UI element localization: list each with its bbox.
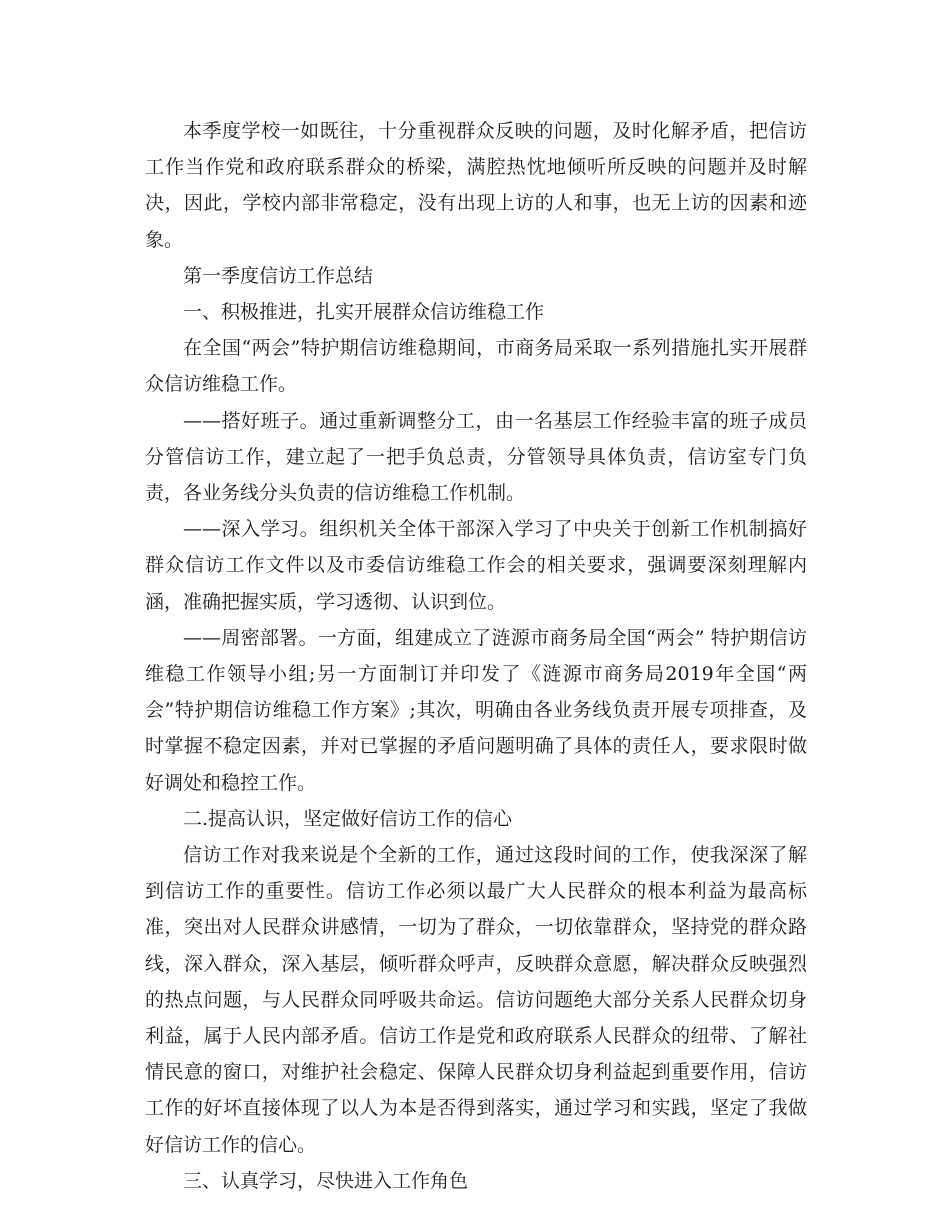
section-heading-3: 三、认真学习，尽快进入工作角色 — [183, 1169, 469, 1192]
section-heading-1: 一、积极推进，扎实开展群众信访维稳工作 — [183, 301, 545, 324]
paragraph-deploy: ——周密部署。一方面，组建成立了涟源市商务局全国“两会” 特护期信访维稳工作领导小组;另一方面制订并印发了《涟源市商务局2019年全国“两会”特护期信访维稳工作方案》;其次，明确由各业务线负责开展专项排查，及时掌握不稳定因素，并对已掌握的矛盾问题明确了具体的责任人，要求限时做好调处和稳控工作。 — [145, 626, 807, 794]
paragraph-section-1-intro: 在全国“两会”特护期信访维稳期间，市商务局采取一系列措施扎实开展群众信访维稳工作。 — [145, 337, 807, 396]
document-body — [145, 113, 807, 1199]
paragraph-study: ——深入学习。组织机关全体干部深入学习了中央关于创新工作机制搞好群众信访工作文件以及市委信访维稳工作会的相关要求，强调要深刻理解内涵，准确把握实质，学习透彻、认识到位。 — [145, 518, 807, 613]
paragraph-awareness: 信访工作对我来说是个全新的工作，通过这段时间的工作，使我深深了解到信访工作的重要性。信访工作必须以最广大人民群众的根本利益为最高标准，突出对人民群众讲感情，一切为了群众，一切依靠群众，坚持党的群众路线，深入群众，深入基层，倾听群众呼声，反映群众意愿，解决群众反映强烈的热点问题，与人民群众同呼吸共命运。信访问题绝大部分关系人民群众切身利益，属于人民内部矛盾。信访工作是党和政府联系人民群众的纽带、了解社情民意的窗口，对维护社会稳定、保障人民群众切身利益起到重要作用，信访工作的好坏直接体现了以人为本是否得到落实，通过学习和实践，坚定了我做好信访工作的信心。 — [145, 844, 807, 1156]
paragraph-team: ——搭好班子。通过重新调整分工，由一名基层工作经验丰富的班子成员分管信访工作，建立起了一把手负总责，分管领导具体负责，信访室专门负责，各业务线分头负责的信访维稳工作机制。 — [145, 409, 807, 505]
section-heading-2: 二.提高认识，坚定做好信访工作的信心 — [183, 807, 513, 830]
paragraph-title: 第一季度信访工作总结 — [183, 264, 374, 287]
paragraph-intro: 本季度学校一如既往，十分重视群众反映的问题，及时化解矛盾，把信访工作当作党和政府联系群众的桥梁，满腔热忱地倾听所反映的问题并及时解决，因此，学校内部非常稳定，没有出现上访的人和事，也无上访的因素和迹象。 — [145, 120, 807, 251]
